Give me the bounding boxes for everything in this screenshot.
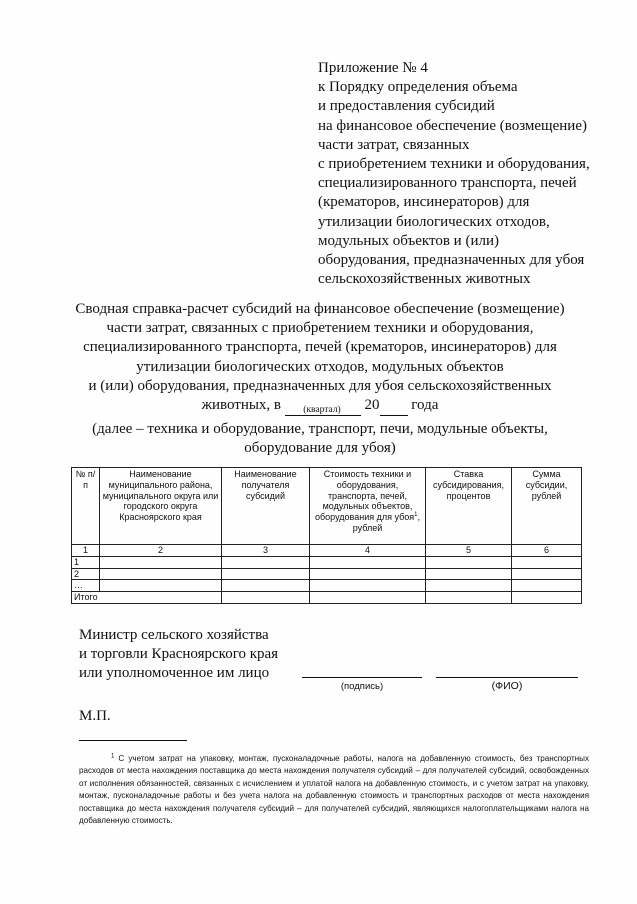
subsidy-table: [71, 467, 582, 604]
table-cell[interactable]: [310, 556, 426, 568]
column-number: 2: [100, 545, 222, 557]
footnote-divider: [79, 740, 187, 741]
name-line[interactable]: [436, 677, 578, 678]
quarter-caption: (квартал): [303, 405, 341, 415]
document-subtitle: [20, 420, 620, 458]
table-cell[interactable]: [426, 580, 512, 592]
appendix-line: сельскохозяйственных животных: [318, 271, 531, 288]
year-prefix: 20: [364, 397, 380, 414]
total-label: Итого: [72, 592, 222, 604]
subtitle-line: (далее – техника и оборудование, транспорт, печи, модульные объекты,: [92, 421, 548, 437]
table-cell[interactable]: [100, 556, 222, 568]
signatory-line: Министр сельского хозяйства: [79, 627, 269, 643]
appendix-line: модульных объектов и (или): [318, 232, 499, 249]
title-line: специализированного транспорта, печей (крематоров, инсинераторов) для: [83, 339, 557, 356]
signature-caption: (подпись): [340, 681, 384, 692]
subtitle-line: оборудование для убоя): [244, 440, 396, 457]
table-cell[interactable]: [222, 568, 310, 580]
appendix-line: (крематоров, инсинераторов) для: [318, 194, 530, 211]
signatory-line: или уполномоченное им лицо: [79, 665, 270, 682]
table-row: [72, 580, 582, 592]
table-cell[interactable]: [426, 556, 512, 568]
table-cell[interactable]: [512, 592, 582, 604]
table-cell[interactable]: [512, 580, 582, 592]
header-cost-unit: , рублей: [352, 512, 420, 533]
header-recipient: Наименование получателя субсидий: [222, 468, 310, 545]
table-cell[interactable]: [310, 580, 426, 592]
footnote-mark: 1: [414, 512, 418, 519]
table-row: [72, 556, 582, 568]
signatory-block: [79, 626, 278, 684]
header-num: № п/п: [72, 468, 100, 545]
header-municipality: Наименование муниципального района, муниципального округа или городского округа Красноярского края: [100, 468, 222, 545]
footnote-text: С учетом затрат на упаковку, монтаж, пусконаладочные работы, налога на добавленную стоимость, без транспортных расходов от места нахождения поставщика до места нахождения получателя субсидий – для получателей субсидий, освобожденных от исполнения обязанностей, связанных с исчислением и уплатой налога на добавленную стоимость, и с учетом затрат на упаковку, монтаж, пусконаладочные работы и без учета налога на добавленную стоимость и транспортных расходов от места нахождения поставщика до места нахождения получателя субсидий – для получателей субсидий, являющихся налогоплательщиками налога на добавленную стоимость.: [79, 754, 589, 826]
table-cell[interactable]: [222, 556, 310, 568]
appendix-line: с приобретением техники и оборудования,: [318, 156, 590, 173]
table-row: [72, 568, 582, 580]
table-cell[interactable]: [310, 592, 426, 604]
appendix-line: специализированного транспорта, печей: [318, 175, 577, 192]
table-cell[interactable]: [100, 568, 222, 580]
column-number-row: [72, 545, 582, 557]
title-line: и (или) оборудования, предназначенных для убоя сельскохозяйственных: [88, 377, 552, 394]
title-line: части затрат, связанных с приобретением техники и оборудования,: [106, 320, 534, 337]
header-amount: Сумма субсидии, рублей: [512, 468, 582, 545]
appendix-line: оборудования, предназначенных для убоя: [318, 252, 585, 269]
table-cell[interactable]: [310, 568, 426, 580]
table-cell[interactable]: [426, 592, 512, 604]
appendix-line: к Порядку определения объема: [318, 79, 518, 96]
appendix-line: и предоставления субсидий: [318, 98, 495, 115]
year-blank[interactable]: [380, 396, 408, 416]
table-cell[interactable]: [512, 556, 582, 568]
period-suffix: года: [411, 397, 439, 414]
column-number: 3: [222, 545, 310, 557]
table-cell[interactable]: [100, 580, 222, 592]
appendix-header: [318, 59, 618, 289]
period-prefix: животных, в: [201, 397, 282, 414]
total-row: [72, 592, 582, 604]
appendix-line: на финансовое обеспечение (возмещение): [318, 117, 587, 134]
footnote: [79, 753, 589, 827]
stamp-place: М.П.: [79, 708, 111, 724]
column-number: 6: [512, 545, 582, 557]
row-number: …: [72, 580, 100, 592]
column-number: 5: [426, 545, 512, 557]
appendix-line: утилизации биологических отходов,: [318, 213, 550, 230]
signature-line[interactable]: [302, 677, 422, 678]
header-rate: Ставка субсидирования, процентов: [426, 468, 512, 545]
appendix-line: Приложение № 4: [318, 60, 428, 76]
footnote-mark: 1: [111, 753, 115, 760]
column-number: 4: [310, 545, 426, 557]
table-header-row: [72, 468, 582, 545]
document-title: [20, 300, 620, 416]
name-caption: (ФИО): [491, 680, 523, 692]
row-number: 2: [72, 568, 100, 580]
table-cell[interactable]: [222, 580, 310, 592]
title-line: утилизации биологических отходов, модульных объектов: [136, 358, 504, 375]
title-line: Сводная справка-расчет субсидий на финансовое обеспечение (возмещение): [75, 301, 565, 317]
header-cost: [310, 468, 426, 545]
column-number: 1: [72, 545, 100, 557]
table-cell[interactable]: [426, 568, 512, 580]
appendix-line: части затрат, связанных: [318, 136, 470, 153]
table-cell[interactable]: [222, 592, 310, 604]
row-number: 1: [72, 556, 100, 568]
table-cell[interactable]: [512, 568, 582, 580]
header-cost-main: Стоимость техники и оборудования, транспорта, печей, модульных объектов, оборудования для убоя: [315, 469, 415, 523]
signatory-line: и торговли Красноярского края: [79, 646, 279, 663]
